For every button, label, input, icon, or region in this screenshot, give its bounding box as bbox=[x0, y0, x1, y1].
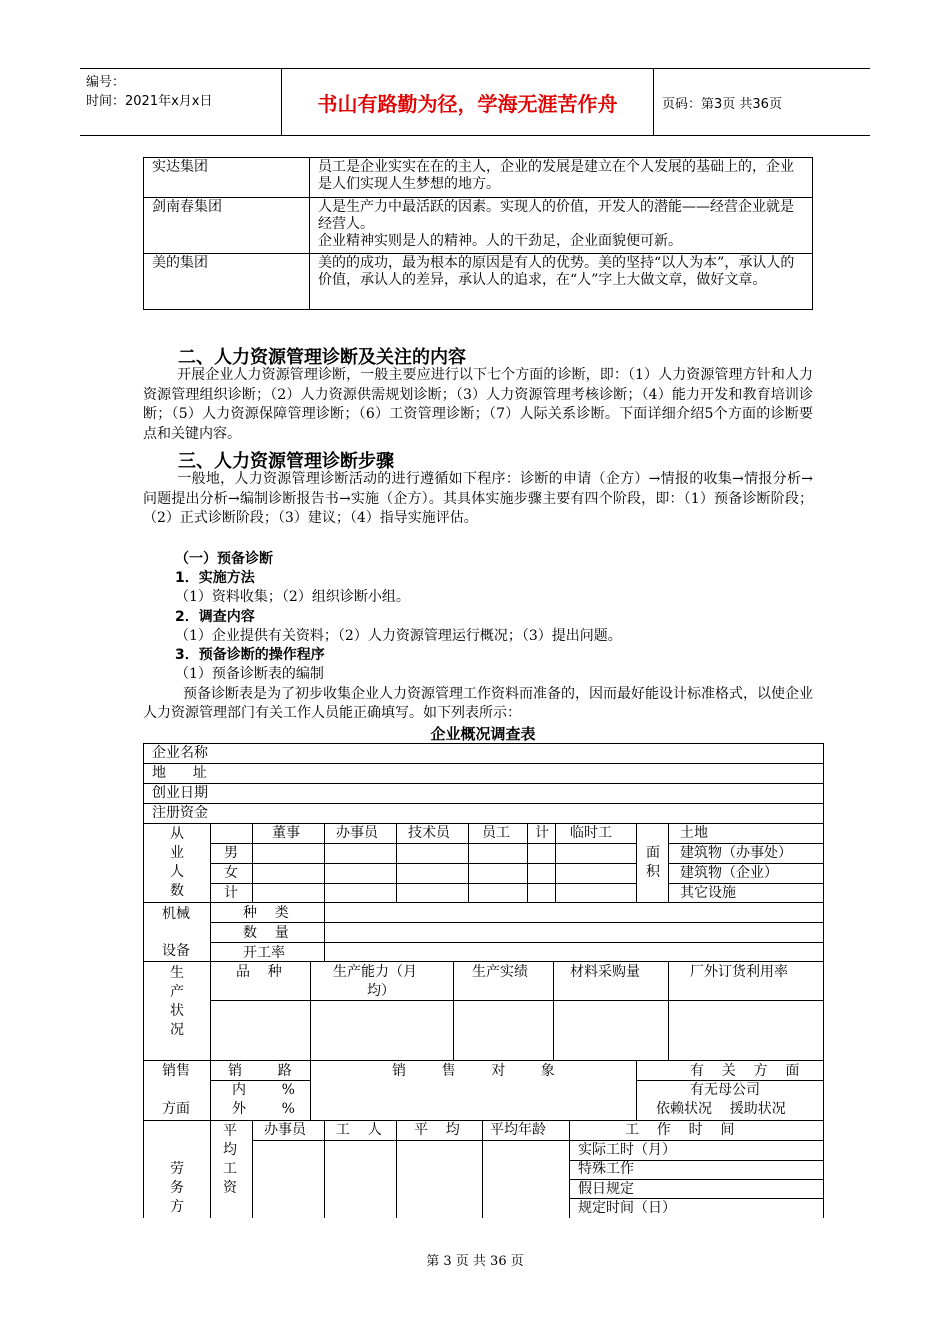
sales-related: 有 关 方 面 bbox=[690, 1063, 800, 1079]
founded-label: 创业日期 bbox=[152, 785, 208, 801]
labor-label: 劳务方 bbox=[170, 1161, 184, 1215]
machine-row-label: 种 类 bbox=[243, 905, 289, 921]
production-col-header: 生产实绩 bbox=[472, 964, 528, 980]
staff-row-label: 男 bbox=[224, 845, 238, 861]
labor-col-header: 办事员 bbox=[264, 1122, 306, 1138]
staff-col-header: 员工 bbox=[482, 825, 510, 841]
philosophy-cell: 员工是企业实实在在的主人，企业的发展是建立在个人发展的基础上的，企业是人们实现人生梦想的地方。 bbox=[310, 158, 813, 198]
work-item: 假日规定 bbox=[578, 1181, 634, 1197]
subsection-title: （一）预备诊断 bbox=[175, 551, 273, 567]
parent-company: 有无母公司 bbox=[690, 1082, 760, 1098]
area-item: 建筑物（企业） bbox=[680, 865, 778, 881]
labor-col-header: 平 均 bbox=[414, 1122, 460, 1138]
section-2-title: 二、人力资源管理诊断及关注的内容 bbox=[178, 347, 466, 368]
section-2-text: 开展企业人力资源管理诊断，一般主要应进行以下七个方面的诊断，即：（1）人力资源管理方针和人力资源管理组织诊断；（2）人力资源供需规划诊断；（3）人力资源管理考核诊断；（4）能力开发和教育培训诊断；（5）人力资源保障管理诊断；（6）工资管理诊断；（7）人际关系诊断。下面详细介绍5个方面的诊断要点和关键内容。 bbox=[143, 367, 813, 442]
sales-label-2: 方面 bbox=[162, 1101, 190, 1117]
sales-out: 外 % bbox=[232, 1101, 295, 1117]
labor-col-header: 工 人 bbox=[336, 1122, 382, 1138]
item-2-title: 2．调查内容 bbox=[175, 609, 255, 625]
sales-in: 内 % bbox=[232, 1082, 295, 1098]
staff-col-header: 办事员 bbox=[336, 825, 378, 841]
machine-row-label: 数 量 bbox=[243, 925, 289, 941]
area-label: 面积 bbox=[646, 845, 660, 880]
dependency: 依赖状况 援助状况 bbox=[656, 1101, 786, 1117]
item-1-title: 1．实施方法 bbox=[175, 570, 255, 586]
philosophy-line: 企业精神实则是人的精神。人的干劲足，企业面貌便可新。 bbox=[318, 233, 682, 249]
company-cell: 实达集团 bbox=[144, 158, 310, 198]
production-col-header: 材料采购量 bbox=[570, 964, 640, 980]
company-cell: 美的集团 bbox=[144, 254, 310, 310]
staff-col-header: 董事 bbox=[272, 825, 300, 841]
sales-target: 销 售 对 象 bbox=[392, 1063, 555, 1079]
sales-label: 销售 bbox=[162, 1063, 190, 1079]
philosophy-cell bbox=[310, 198, 813, 254]
sales-route: 销 路 bbox=[228, 1063, 292, 1079]
area-item: 建筑物（办事处） bbox=[680, 845, 792, 861]
philosophy-line: 人是生产力中最活跃的因素。实现人的价值，开发人的潜能——经营企业就是经营人。 bbox=[318, 199, 794, 232]
item-3-paragraph: 预备诊断表是为了初步收集企业人力资源管理工作资料而准备的，因而最好能设计标准格式，以使企业人力资源管理部门有关工作人员能正确填写。如下列表所示： bbox=[143, 686, 813, 721]
section-3-text: 一般地，人力资源管理诊断活动的进行遵循如下程序：诊断的申请（企方）→情报的收集→情报分析→问题提出分析→编制诊断报告书→实施（企方）。其具体实施步骤主要有四个阶段，即：（1）预备诊断阶段；（2）正式诊断阶段；（3）建议；（4）指导实施评估。 bbox=[143, 471, 813, 526]
staff-col-header: 技术员 bbox=[408, 825, 450, 841]
production-label: 生产状况 bbox=[170, 965, 184, 1038]
production-col-header: 生产能力（月 bbox=[333, 964, 417, 980]
staff-col-header: 计 bbox=[535, 825, 549, 841]
section-3-title: 三、人力资源管理诊断步骤 bbox=[178, 451, 394, 472]
capital-label: 注册资金 bbox=[152, 805, 208, 821]
time-label: 时间：2021年x月x日 bbox=[86, 94, 213, 109]
machine-label: 机械 bbox=[162, 906, 190, 922]
work-time-header: 工 作 时 间 bbox=[625, 1122, 735, 1138]
page-footer: 第 3 页 共 36 页 bbox=[426, 1254, 524, 1269]
table-row bbox=[144, 198, 813, 254]
header-page-label: 页码：第3页 共36页 bbox=[662, 96, 782, 112]
section-2-body bbox=[143, 366, 813, 444]
company-cell: 剑南春集团 bbox=[144, 198, 310, 254]
equipment-label: 设备 bbox=[162, 943, 190, 959]
machine-row-label: 开工率 bbox=[243, 945, 285, 961]
work-item: 规定时间（日） bbox=[578, 1200, 676, 1216]
production-col-header: 品 种 bbox=[236, 964, 282, 980]
work-item: 特殊工作 bbox=[578, 1161, 634, 1177]
area-item: 土地 bbox=[680, 825, 708, 841]
header-meta bbox=[80, 69, 282, 135]
address-label: 地 址 bbox=[152, 765, 207, 781]
area-item: 其它设施 bbox=[680, 885, 736, 901]
philosophy-cell: 美的的成功，最为根本的原因是有人的优势。美的坚持“以人为本”，承认人的价值，承认人的差异，承认人的追求，在“人”字上大做文章，做好文章。 bbox=[310, 254, 813, 310]
page-header bbox=[80, 68, 870, 136]
number-label: 编号： bbox=[86, 75, 126, 90]
avg-wage-label: 平均工资 bbox=[223, 1123, 237, 1196]
staff-row-label: 女 bbox=[224, 865, 238, 881]
production-col-header: 厂外订货利用率 bbox=[690, 964, 788, 980]
item-1-body: （1）资料收集；（2）组织诊断小组。 bbox=[175, 589, 410, 605]
item-2-body: （1）企业提供有关资料；（2）人力资源管理运行概况；（3）提出问题。 bbox=[175, 628, 622, 644]
section-3-body bbox=[143, 470, 813, 529]
company-name-label: 企业名称 bbox=[152, 745, 208, 761]
philosophy-table bbox=[143, 157, 813, 310]
staff-col-header: 临时工 bbox=[570, 825, 612, 841]
item-3-title: 3．预备诊断的操作程序 bbox=[175, 647, 325, 663]
labor-col-header: 平均年龄 bbox=[490, 1122, 546, 1138]
survey-table-title: 企业概况调查表 bbox=[430, 725, 536, 743]
production-col-header: 均） bbox=[367, 983, 395, 999]
staff-label: 从业人数 bbox=[170, 826, 184, 899]
work-item: 实际工时（月） bbox=[578, 1142, 676, 1158]
item-3-body: （1）预备诊断表的编制 bbox=[175, 666, 324, 682]
staff-row-label: 计 bbox=[224, 885, 238, 901]
table-row bbox=[144, 158, 813, 198]
header-motto: 书山有路勤为径，学海无涯苦作舟 bbox=[282, 69, 654, 135]
table-row bbox=[144, 254, 813, 310]
